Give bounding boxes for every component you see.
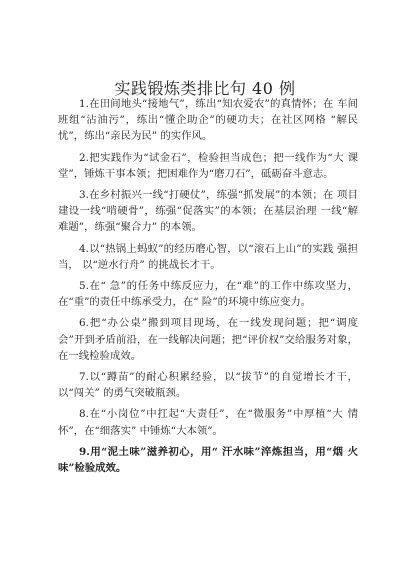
list-item: 1.在田间地头“接地气”，练出“知农爱农”的真情怀；在 车间班组“沾油污”，练出“懂企助企”的硬功夫；在社区网格 “解民忧”，练出“亲民为民” 的实作风。 (58, 98, 358, 143)
list-item: 6.把“办公桌”搬到项目现场，在一线发现问题；把“调度会”开到矛盾前沿，在一线解决问题；把“评价权”交给服务对象，在一线检验成效。 (58, 317, 358, 362)
list-item: 2.把实践作为“试金石”，检验担当成色；把一线作为“大 课堂”，锤炼干事本领；把困难作为“磨刀石”，砥砺奋斗意志。 (58, 151, 358, 180)
list-item: 3.在乡村振兴一线“打硬仗”，练强“抓发展”的本领；在 项目建设一线“啃硬骨”，练强“促落实”的本领；在基层治理 一线“解难题”，练强“聚合力” 的本领。 (58, 189, 358, 234)
item-list (58, 96, 358, 481)
page-title: 实践锻炼类排比句 40 例 (114, 79, 296, 98)
list-item: 4.以“热锅上蚂蚁”的经历磨心智，以“滚石上山”的实践 强担当， 以“逆水行舟” 的挑战长才干。 (58, 242, 358, 271)
list-item: 9.用“泥土味”滋养初心，用“ 汗水味”淬炼担当，用“烟 火味”检验成效。 (58, 445, 358, 475)
list-item: 7.以“蹲苗”的耐心积累经验，以“拔节”的自觉增长才干， 以“闯关” 的勇气突破瓶颈。 (58, 371, 358, 400)
list-item: 5.在“ 急”的任务中练反应力，在“难”的工作中练攻坚力，在“重”的责任中练承受力，在“ 险”的环境中练应变力。 (58, 280, 358, 309)
list-item: 8.在“小岗位”中扛起“大责任”，在“微服务”中厚植“大 情怀”，在“细落实” 中锤炼“大本领”。 (58, 408, 358, 437)
